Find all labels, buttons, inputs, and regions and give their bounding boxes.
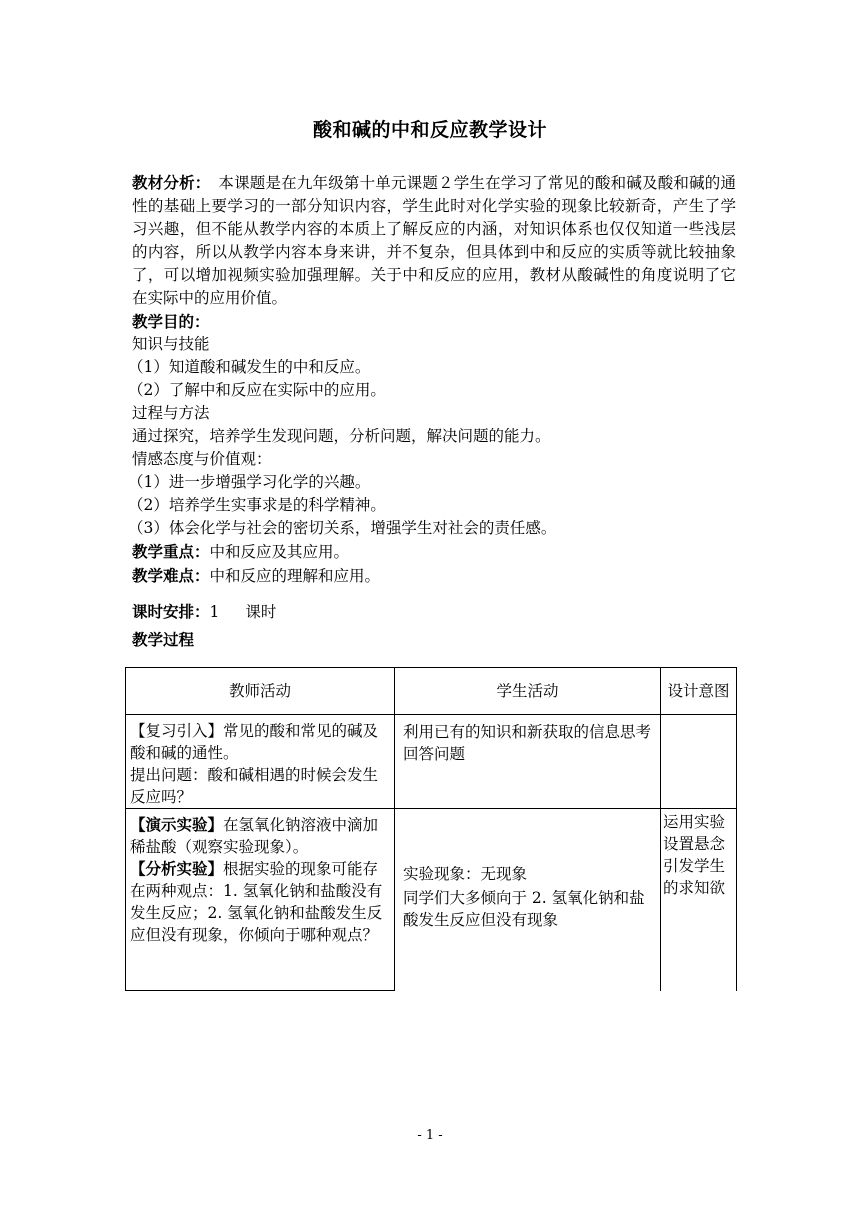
schedule-unit: 课时	[245, 603, 277, 621]
row2-design-cell: 运用实验设置悬念引发学生的求知欲	[661, 809, 737, 991]
row1-student-cell: 利用已有的知识和新获取的信息思考回答问题	[395, 715, 661, 809]
row2-demo-experiment	[130, 814, 386, 858]
objectives-label: 教学目的：	[132, 312, 210, 331]
document-body	[128, 171, 736, 651]
document-title: 酸和碱的中和反应教学设计	[312, 119, 547, 141]
schedule-value: 1	[209, 603, 220, 621]
difficult-point-text: 中和反应的理解和应用。	[209, 567, 381, 585]
page-number: - 1 -	[417, 1128, 443, 1143]
difficult-point-label: 教学难点：	[132, 566, 210, 585]
row2-student-phenomenon: 实验现象：无现象	[403, 865, 528, 883]
row1-teacher-text: 【复习引入】常见的酸和常见的碱及酸和碱的通性。	[130, 722, 379, 762]
row2-student-cell	[395, 809, 661, 991]
attitude-item: （2）培养学生实事求是的科学精神。	[128, 496, 386, 514]
row2-teacher-cell	[126, 809, 395, 991]
row1-design-cell	[661, 715, 737, 809]
analysis-experiment-text: 根据实验的现象可能存在两种观点：1. 氢氧化钠和盐酸没有发生反应；2. 氢氧化钠和盐酸发生反应但没有现象，你倾向于哪种观点？	[130, 860, 383, 944]
knowledge-item: （2）了解中和反应在实际中的应用。	[128, 381, 386, 399]
knowledge-heading: 知识与技能	[132, 335, 210, 353]
header-student-activity: 学生活动	[395, 668, 661, 715]
row1-teacher-question: 提出问题：酸和碱相遇的时候会发生反应吗？	[130, 766, 379, 806]
attitude-item: （3）体会化学与社会的密切关系，增强学生对社会的责任感。	[128, 519, 557, 537]
row2-student-opinion: 同学们大多倾向于 2. 氢氧化钠和盐酸发生反应但没有现象	[403, 889, 645, 929]
analysis-label: 教材分析：	[132, 173, 203, 192]
analysis-experiment-label: 【分析实验】	[130, 859, 224, 878]
knowledge-item: （1）知道酸和碱发生的中和反应。	[128, 358, 371, 376]
attitude-heading: 情感态度与价值观：	[132, 450, 272, 468]
header-design-intent: 设计意图	[661, 668, 737, 715]
table-header-row	[126, 668, 737, 715]
row2-analysis-experiment	[130, 858, 386, 946]
table-row	[126, 715, 737, 809]
attitude-item: （1）进一步增强学习化学的兴趣。	[128, 473, 371, 491]
process-heading: 过程与方法	[132, 404, 210, 422]
demo-experiment-label: 【演示实验】	[130, 815, 224, 834]
difficult-point	[132, 564, 736, 588]
key-point-label: 教学重点：	[132, 542, 210, 561]
schedule-label: 课时安排：	[132, 602, 210, 621]
schedule	[132, 600, 736, 624]
table-row	[126, 809, 737, 991]
analysis-text: 本课题是在九年级第十单元课题２学生在学习了常见的酸和碱及酸和碱的通性的基础上要学习的一部分知识内容，学生此时对化学实验的现象比较新奇，产生了学习兴趣，但不能从教学内容的本质上了解反应的内涵，对知识体系也仅仅知道一些浅层的内容，所以从教学内容本身来讲，并不复杂，但具体到中和反应的实质等就比较抽象了，可以增加视频实验加强理解。关于中和反应的应用，教材从酸碱性的角度说明了它在实际中的应用价值。	[132, 174, 736, 307]
analysis-paragraph	[132, 171, 736, 310]
teaching-process-table	[125, 667, 737, 991]
demo-experiment-text: 在氢氧化钠溶液中滴加稀盐酸（观察实验现象）。	[130, 816, 379, 856]
process-label: 教学过程	[132, 630, 195, 649]
process-text: 通过探究，培养学生发现问题，分析问题，解决问题的能力。	[132, 427, 551, 445]
key-point	[132, 540, 736, 564]
header-teacher-activity: 教师活动	[126, 668, 395, 715]
key-point-text: 中和反应及其应用。	[209, 543, 350, 561]
row1-teacher-cell	[126, 715, 395, 809]
